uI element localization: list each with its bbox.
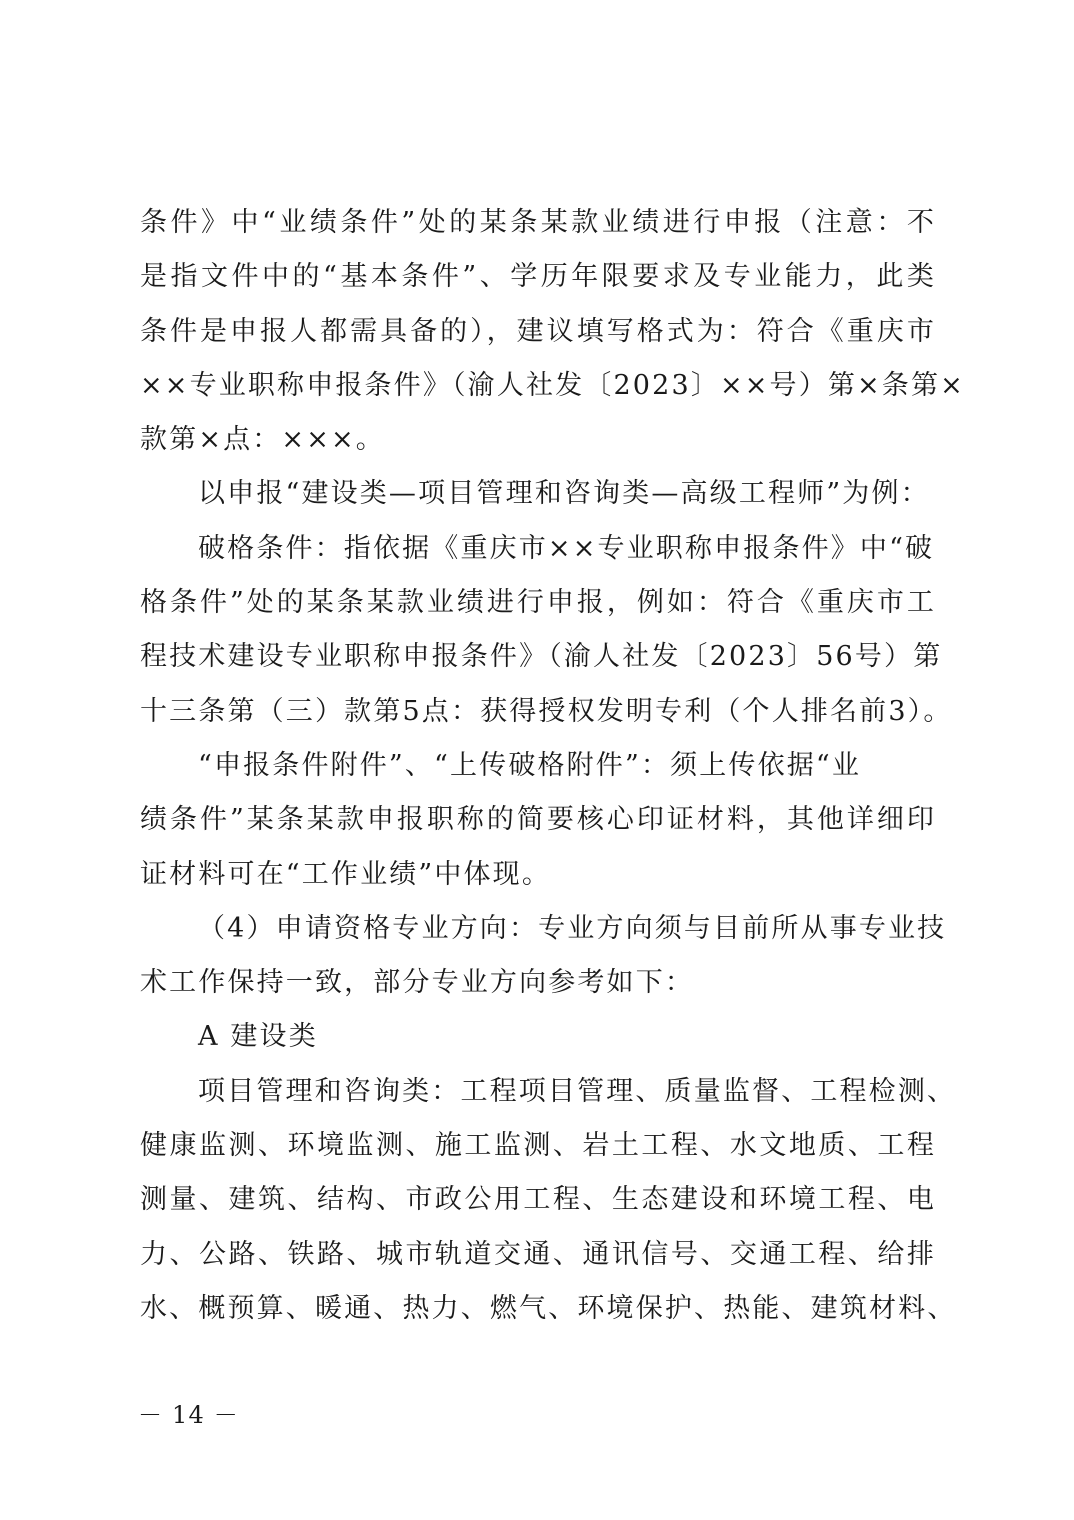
text-line: 水、概预算、暖通、热力、燃气、环境保护、热能、建筑材料、 xyxy=(140,1292,957,1324)
text-line: 以申报“建设类—项目管理和咨询类—高级工程师”为例： xyxy=(198,478,930,510)
text-line: 条件是申报人都需具备的），建议填写格式为：符合《重庆市 xyxy=(140,315,936,347)
text-line: ××专业职称申报条件》（渝人社发〔2023〕××号）第×条第× xyxy=(140,369,965,401)
text-line: 破格条件：指依据《重庆市××专业职称申报条件》中“破 xyxy=(198,532,935,564)
text-line: 测量、建筑、结构、市政公用工程、生态建设和环境工程、电 xyxy=(140,1184,936,1216)
text-line: 十三条第（三）款第5点：获得授权发明专利（个人排名前3）。 xyxy=(140,695,953,727)
text-line: 术工作保持一致，部分专业方向参考如下： xyxy=(140,967,695,999)
body-text xyxy=(140,196,965,1336)
text-line: 证材料可在“工作业绩”中体现。 xyxy=(140,858,552,890)
text-line: 绩条件”某条某款申报职称的简要核心印证材料，其他详细印 xyxy=(140,804,936,836)
text-line: 条件》中“业绩条件”处的某条某款业绩进行申报（注意：不 xyxy=(140,207,936,238)
text-line: 款第×点：×××。 xyxy=(140,424,385,456)
text-line: （4）申请资格专业方向：专业方向须与目前所从事专业技 xyxy=(198,912,947,944)
section-heading: A 建设类 xyxy=(198,1021,318,1053)
page-number: － 14 － xyxy=(138,1401,239,1429)
text-line: 力、公路、铁路、城市轨道交通、通讯信号、交通工程、给排 xyxy=(140,1238,936,1270)
text-line: 格条件”处的某条某款业绩进行申报，例如：符合《重庆市工 xyxy=(140,587,936,619)
text-line: 项目管理和咨询类：工程项目管理、质量监督、工程检测、 xyxy=(198,1075,957,1107)
text-line: 程技术建设专业职称申报条件》（渝人社发〔2023〕56号）第 xyxy=(140,641,943,673)
text-line: “申报条件附件”、“上传破格附件”：须上传依据“业 xyxy=(198,749,862,781)
text-line: 是指文件中的“基本条件”、学历年限要求及专业能力，此类 xyxy=(140,261,936,293)
text-line: 健康监测、环境监测、施工监测、岩土工程、水文地质、工程 xyxy=(140,1130,936,1162)
